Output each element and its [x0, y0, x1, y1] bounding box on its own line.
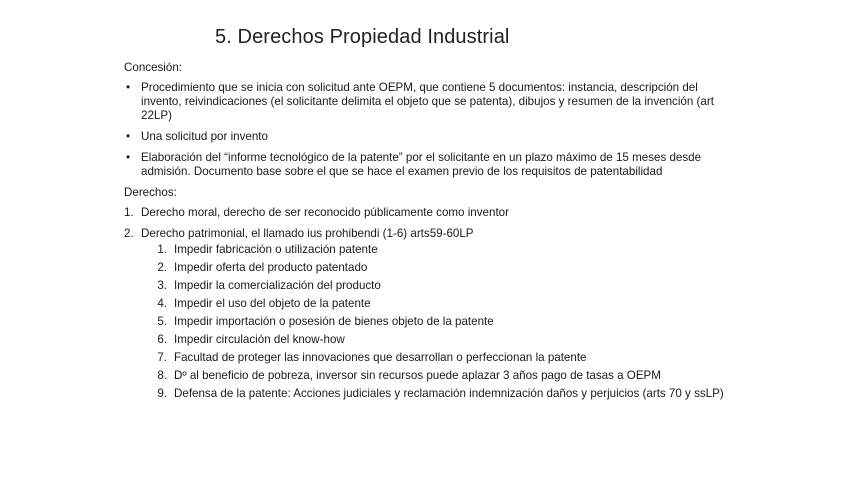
item-number: 6. [157, 333, 167, 346]
sublist-item [145, 261, 724, 275]
list-item-text: Facultad de proteger las innovaciones que desarrollan o perfeccionan la patente [174, 351, 587, 364]
sublist-item [145, 333, 724, 347]
item-number: 7. [157, 351, 167, 364]
list-item-text: Impedir fabricación o utilización patente [174, 243, 378, 256]
concesion-list [124, 81, 724, 179]
concesion-label: Concesión: [124, 61, 183, 74]
patrimonial-sublist [141, 243, 724, 401]
sublist-item [145, 279, 724, 293]
slide-title: 5. Derechos Propiedad Industrial [215, 26, 510, 48]
list-item-text: Defensa de la patente: Acciones judiciales y reclamación indemnización daños y perjuicios (arts 70 y ssLP) [174, 387, 724, 400]
list-item-text: Impedir circulación del know-how [174, 333, 345, 346]
item-number: 5. [157, 315, 167, 328]
sublist-item [145, 297, 724, 311]
item-number: 3. [157, 279, 167, 292]
sublist-item [145, 387, 724, 401]
item-number: 4. [157, 297, 167, 310]
list-item-text: Dº al beneficio de pobreza, inversor sin recursos puede aplazar 3 años pago de tasas a OEPM [174, 369, 661, 382]
bullet-marker: • [126, 130, 131, 143]
list-item [124, 81, 724, 123]
item-number: 8. [157, 369, 167, 382]
list-item [124, 151, 724, 179]
list-item-text: Impedir importación o posesión de bienes objeto de la patente [174, 315, 494, 328]
sublist-item [145, 315, 724, 329]
list-item [124, 206, 724, 220]
item-number: 2. [124, 227, 134, 240]
derechos-label: Derechos: [124, 186, 177, 199]
item-number: 1. [124, 206, 134, 219]
derechos-list [124, 206, 724, 401]
item-number: 9. [157, 387, 167, 400]
slide-content [124, 61, 724, 408]
list-item-text: Impedir el uso del objeto de la patente [174, 297, 371, 310]
list-item-text: Una solicitud por invento [141, 130, 268, 143]
list-item-text: Derecho moral, derecho de ser reconocido públicamente como inventor [141, 206, 509, 219]
list-item-text: Impedir oferta del producto patentado [174, 261, 368, 274]
item-number: 1. [157, 243, 167, 256]
list-item-text: Elaboración del “informe tecnológico de la patente” por el solicitante en un plazo máximo de 15 meses desde admisión. Documento base sobre el que se hace el examen previo de los requisitos de patentabilidad [141, 151, 702, 178]
list-item-text: Procedimiento que se inicia con solicitud ante OEPM, que contiene 5 documentos: instancia, descripción del invento, reivindicaciones (el solicitante delimita el objeto que se patenta), dibujos y resumen de la invención (art 22LP) [141, 81, 714, 122]
bullet-marker: • [126, 151, 131, 164]
bullet-marker: • [126, 81, 131, 94]
list-item-text: Derecho patrimonial, el llamado ius prohibendi (1-6) arts59-60LP [141, 227, 474, 240]
list-item [124, 227, 724, 401]
list-item-text: Impedir la comercialización del producto [174, 279, 381, 292]
sublist-item [145, 243, 724, 257]
list-item [124, 130, 724, 144]
sublist-item [145, 351, 724, 365]
sublist-item [145, 369, 724, 383]
item-number: 2. [157, 261, 167, 274]
